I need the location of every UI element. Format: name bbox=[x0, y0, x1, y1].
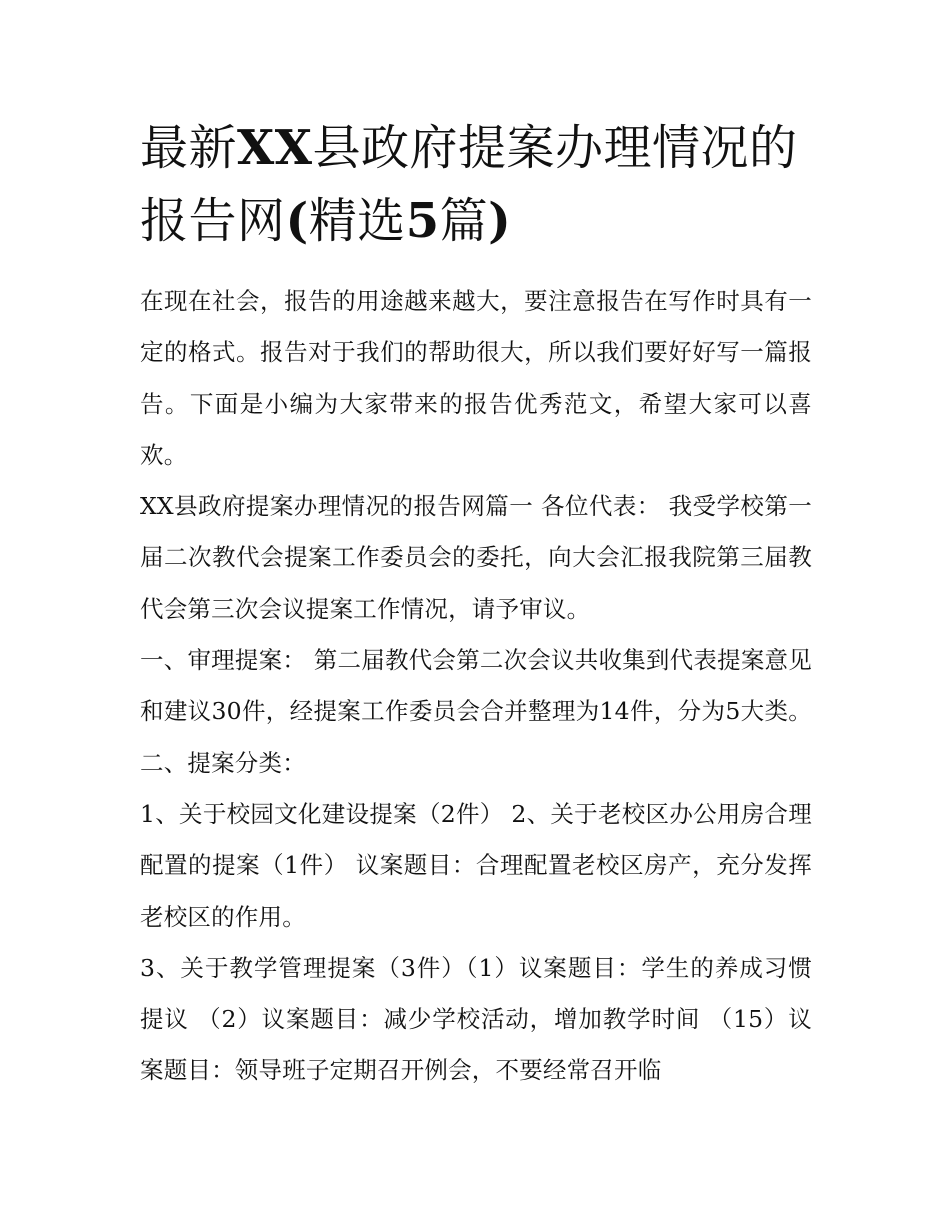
document-page bbox=[140, 112, 812, 1097]
title-part-4: ( bbox=[285, 193, 309, 249]
paragraph-intro: 在现在社会，报告的用途越来越大，要注意报告在写作时具有一定的格式。报告对于我们的帮助很大，所以我们要好好写一篇报告。下面是小编为大家带来的报告优秀范文，希望大家可以喜欢。 bbox=[140, 287, 812, 469]
title-part-1: 最新 bbox=[140, 120, 238, 176]
title-part-7: 篇 bbox=[439, 193, 489, 249]
paragraph-opening: XX县政府提案办理情况的报告网篇一 各位代表： 我受学校第一届二次教代会提案工作委员会的委托，向大会汇报我院第三届教代会第三次会议提案工作情况，请予审议。 bbox=[140, 492, 812, 623]
title-part-8: ) bbox=[488, 193, 512, 249]
paragraph-categories-3: 3、关于教学管理提案（3件）（1）议案题目：学生的养成习惯提议 （2）议案题目：减少学校活动，增加教学时间 （15）议案题目：领导班子定期召开例会，不要经常召开临 bbox=[140, 953, 812, 1085]
title-part-3: 县政府提案办理情况的报告网 bbox=[140, 120, 798, 249]
paragraph-review: 一、审理提案： 第二届教代会第二次会议共收集到代表提案意见和建议30件，经提案工作委员会合并整理为14件，分为5大类。 二、提案分类： bbox=[140, 646, 812, 777]
title-part-5: 精选 bbox=[308, 193, 406, 249]
title-part-2: XX bbox=[237, 120, 313, 176]
title-part-6: 5 bbox=[405, 193, 440, 249]
document-title bbox=[140, 112, 812, 258]
paragraph-categories-1: 1、关于校园文化建设提案（2件） 2、关于老校区办公用房合理配置的提案（1件） 议案题目：合理配置老校区房产，充分发挥老校区的作用。 bbox=[140, 799, 812, 931]
